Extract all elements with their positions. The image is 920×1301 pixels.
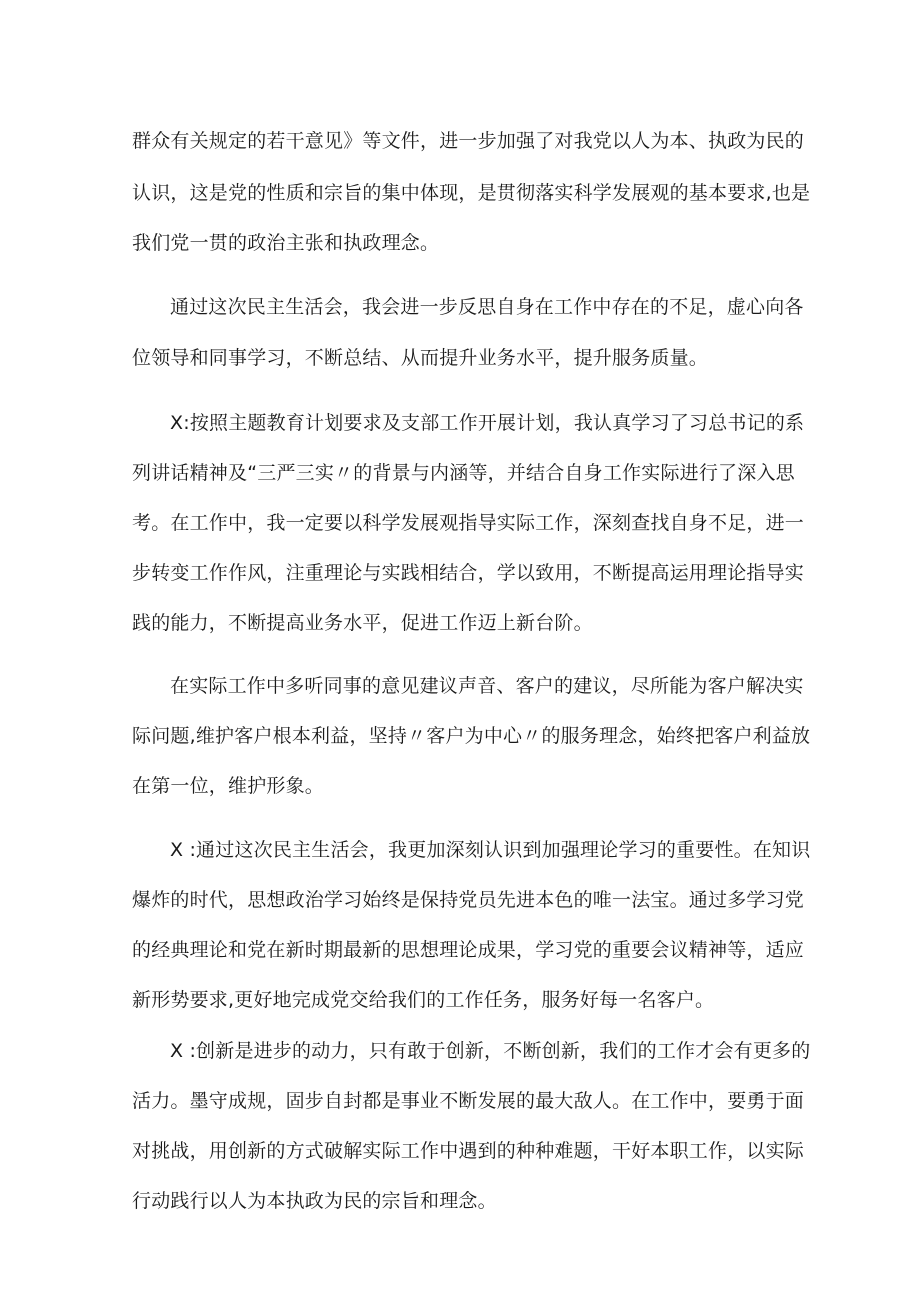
text-line: 群众有关规定的若干意见》等文件，进一步加强了对我党以人为本、执政为民的 (132, 130, 805, 152)
text-line: X :创新是进步的动力，只有敢于创新，不断创新，我们的工作才会有更多的 (170, 1040, 811, 1062)
text-line: 活力。墨守成规，固步自封都是事业不断发展的最大敌人。在工作中，要勇于面 (132, 1090, 805, 1112)
text-line: 我们党一贯的政治主张和执政理念。 (132, 232, 440, 254)
text-line: 在第一位，维护形象。 (132, 775, 325, 797)
text-line: 考。在工作中，我一定要以科学发展观指导实际工作，深刻查找自身不足，进一 (132, 512, 805, 534)
text-line: 位领导和同事学习，不断总结、从而提升业务水平，提升服务质量。 (132, 347, 709, 369)
text-line: 新形势要求,更好地完成党交给我们的工作任务，服务好每一名客户。 (132, 989, 715, 1011)
text-line: 对挑战，用创新的方式破解实际工作中遇到的种种难题，干好本职工作，以实际 (132, 1140, 805, 1162)
text-line: 步转变工作作风，注重理论与实践相结合，学以致用，不断提高运用理论指导实 (132, 562, 805, 584)
text-line: 的经典理论和党在新时期最新的思想理论成果，学习党的重要会议精神等，适应 (132, 939, 805, 961)
text-line: 爆炸的时代，思想政治学习始终是保持党员先进本色的唯一法宝。通过多学习党 (132, 889, 805, 911)
text-line: 际问题,维护客户根本利益，坚持〃客户为中心〃的服务理念，始终把客户利益放 (132, 725, 811, 747)
text-line: 践的能力，不断提高业务水平，促进工作迈上新台阶。 (132, 612, 593, 634)
text-line: 在实际工作中多听同事的意见建议声音、客户的建议，尽所能为客户解决实 (170, 675, 804, 697)
text-line: 行动践行以人为本执政为民的宗旨和理念。 (132, 1190, 497, 1212)
text-line: 认识，这是党的性质和宗旨的集中体现，是贯彻落实科学发展观的基本要求,也是 (132, 182, 811, 204)
text-line: 列讲话精神及“三严三实〃的背景与内涵等，并结合自身工作实际进行了深入思 (132, 462, 795, 484)
text-line: X :通过这次民主生活会，我更加深刻认识到加强理论学习的重要性。在知识 (170, 839, 811, 861)
text-line: X:按照主题教育计划要求及支部工作开展计划，我认真学习了习总书记的系 (170, 412, 805, 434)
text-line: 通过这次民主生活会，我会进一步反思自身在工作中存在的不足，虚心向各 (170, 296, 804, 318)
